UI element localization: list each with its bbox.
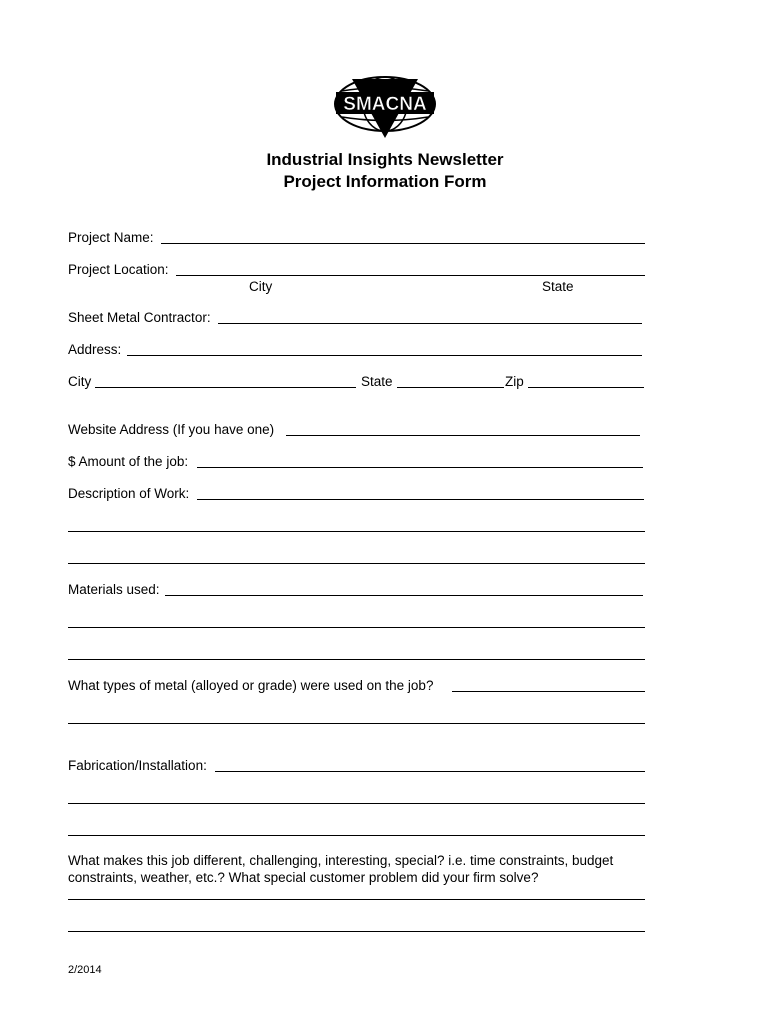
- location-state-caption: State: [542, 279, 574, 294]
- address-field[interactable]: [127, 355, 642, 356]
- description-field[interactable]: [197, 499, 644, 500]
- different-answer-line-1[interactable]: [68, 899, 645, 900]
- amount-field[interactable]: [197, 467, 643, 468]
- city-label: City: [68, 374, 92, 389]
- zip-field[interactable]: [528, 387, 644, 388]
- project-name-label: Project Name:: [68, 230, 154, 245]
- project-location-label: Project Location:: [68, 262, 169, 277]
- fabrication-line-2[interactable]: [68, 803, 645, 804]
- city-field[interactable]: [95, 387, 356, 388]
- materials-line-3[interactable]: [68, 659, 645, 660]
- different-question-line2: constraints, weather, etc.? What special customer problem did your firm solve?: [68, 870, 539, 885]
- metal-types-label: What types of metal (alloyed or grade) were used on the job?: [68, 678, 434, 693]
- different-question-line1: What makes this job different, challenging, interesting, special? i.e. time constraints, budget: [68, 853, 614, 868]
- materials-label: Materials used:: [68, 582, 160, 597]
- website-label: Website Address (If you have one): [68, 422, 275, 437]
- project-location-field[interactable]: [176, 275, 645, 276]
- description-line-3[interactable]: [68, 563, 645, 564]
- fabrication-field[interactable]: [215, 771, 645, 772]
- address-label: Address:: [68, 342, 122, 357]
- smacna-logo: [330, 74, 440, 140]
- contractor-label: Sheet Metal Contractor:: [68, 310, 211, 325]
- form-title: Industrial Insights Newsletter: [266, 150, 504, 169]
- different-answer-line-2[interactable]: [68, 931, 645, 932]
- project-name-field[interactable]: [161, 243, 645, 244]
- fabrication-line-3[interactable]: [68, 835, 645, 836]
- state-label: State: [361, 374, 393, 389]
- state-field[interactable]: [397, 387, 504, 388]
- description-line-2[interactable]: [68, 531, 645, 532]
- fabrication-label: Fabrication/Installation:: [68, 758, 207, 773]
- amount-label: $ Amount of the job:: [68, 454, 189, 469]
- website-field[interactable]: [286, 435, 640, 436]
- zip-label: Zip: [505, 374, 524, 389]
- logo-text: SMACNA: [343, 94, 427, 115]
- description-label: Description of Work:: [68, 486, 190, 501]
- location-city-caption: City: [249, 279, 273, 294]
- form-subtitle: Project Information Form: [283, 172, 487, 191]
- contractor-field[interactable]: [218, 323, 642, 324]
- metal-types-field[interactable]: [452, 691, 645, 692]
- materials-line-2[interactable]: [68, 627, 645, 628]
- revision-date: 2/2014: [68, 964, 102, 976]
- metal-types-line-2[interactable]: [68, 723, 645, 724]
- materials-field[interactable]: [165, 595, 643, 596]
